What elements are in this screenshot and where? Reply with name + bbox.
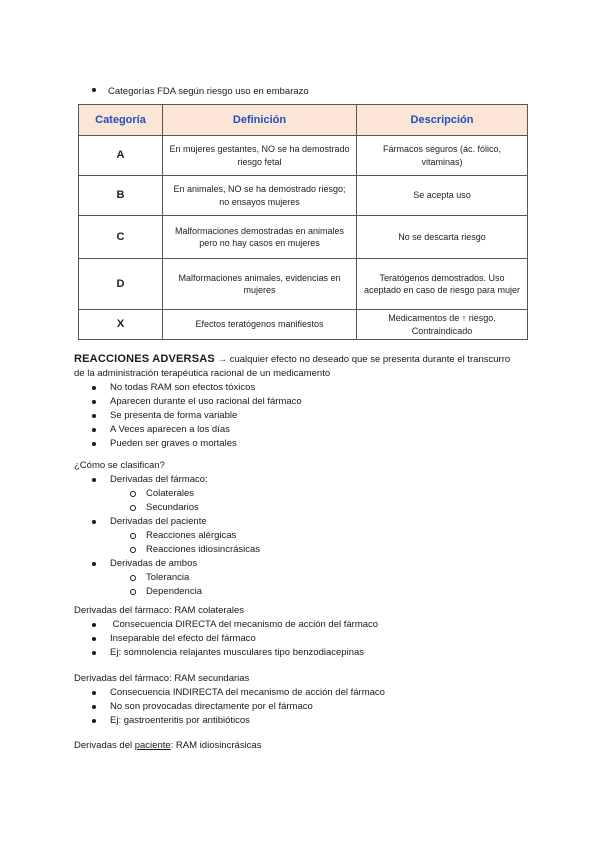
definition-cell: Malformaciones demostradas en animales pero no hay casos en mujeres xyxy=(163,216,357,259)
table-row xyxy=(79,310,528,340)
secundarias-title: Derivadas del fármaco: RAM secundarias xyxy=(74,673,250,684)
idiosincrasicas-section xyxy=(74,739,261,753)
colaterales-section xyxy=(74,604,378,660)
description-cell: No se descarta riesgo xyxy=(357,216,528,259)
secundarias-section xyxy=(74,672,385,728)
table-row xyxy=(79,259,528,310)
colaterales-list xyxy=(74,618,378,660)
category-cell: D xyxy=(79,259,163,310)
list-item: Consecuencia INDIRECTA del mecanismo de acción del fármaco xyxy=(74,686,385,700)
category-cell: A xyxy=(79,136,163,176)
category-cell: X xyxy=(79,310,163,340)
sub-list xyxy=(74,571,260,599)
ram-definition-line1 xyxy=(74,352,534,367)
ram-bullet-list xyxy=(74,381,534,451)
sub-list xyxy=(74,529,260,557)
classification-section xyxy=(74,459,260,599)
list-item: Reacciones idiosincrásicas xyxy=(74,543,260,557)
title-prefix: Derivadas del xyxy=(74,740,135,751)
list-item: Derivadas del paciente xyxy=(74,515,260,529)
list-item: Colaterales xyxy=(74,487,260,501)
list-item: Ej: gastroenteritis por antibióticos xyxy=(74,714,385,728)
idiosincrasicas-title xyxy=(74,739,261,753)
ram-definition-line2: de la administración terapéutica racional de un medicamento xyxy=(74,368,331,379)
list-item: Tolerancia xyxy=(74,571,260,585)
header-categoria: Categoría xyxy=(79,105,163,136)
sub-list xyxy=(74,487,260,515)
description-cell: Medicamentos de ↑ riesgo. Contraindicado xyxy=(357,310,528,340)
description-cell: Teratógenos demostrados. Uso aceptado en caso de riesgo para mujer xyxy=(357,259,528,310)
intro-bullet-text: Categorías FDA según riesgo uso en embarazo xyxy=(108,86,309,97)
list-item: Aparecen durante el uso racional del fármaco xyxy=(74,395,534,409)
table-row xyxy=(79,216,528,259)
header-descripcion: Descripción xyxy=(357,105,528,136)
intro-bullet xyxy=(92,86,309,97)
ram-section xyxy=(74,352,534,451)
list-item: Secundarios xyxy=(74,501,260,515)
table-row xyxy=(79,176,528,216)
definition-cell: Efectos teratógenos manifiestos xyxy=(163,310,357,340)
definition-cell: En animales, NO se ha demostrado riesgo; no ensayos mujeres xyxy=(163,176,357,216)
colaterales-title: Derivadas del fármaco: RAM colaterales xyxy=(74,605,245,616)
fda-categories-table xyxy=(78,104,528,340)
category-cell: C xyxy=(79,216,163,259)
list-item: A Veces aparecen a los días xyxy=(74,423,534,437)
description-cell: Se acepta uso xyxy=(357,176,528,216)
classification-list xyxy=(74,515,260,529)
list-item: Inseparable del efecto del fármaco xyxy=(74,632,378,646)
list-item: No todas RAM son efectos tóxicos xyxy=(74,381,534,395)
description-cell: Fármacos seguros (ác. fólico, vitaminas) xyxy=(357,136,528,176)
list-item: Consecuencia DIRECTA del mecanismo de acción del fármaco xyxy=(74,618,378,632)
list-item: Dependencia xyxy=(74,585,260,599)
definition-cell: Malformaciones animales, evidencias en mujeres xyxy=(163,259,357,310)
list-item: Derivadas del fármaco: xyxy=(74,473,260,487)
list-item: Derivadas de ambos xyxy=(74,557,260,571)
ram-title: REACCIONES ADVERSAS xyxy=(74,353,215,365)
table-row xyxy=(79,136,528,176)
list-item: Reacciones alérgicas xyxy=(74,529,260,543)
definition-cell: En mujeres gestantes, NO se ha demostrado riesgo fetal xyxy=(163,136,357,176)
classification-list xyxy=(74,473,260,487)
classification-list xyxy=(74,557,260,571)
header-definicion: Definición xyxy=(163,105,357,136)
title-underlined: paciente xyxy=(134,740,171,751)
table-header-row xyxy=(79,105,528,136)
list-item: Pueden ser graves o mortales xyxy=(74,437,534,451)
bullet-dot-icon xyxy=(92,88,96,92)
category-cell: B xyxy=(79,176,163,216)
secundarias-list xyxy=(74,686,385,728)
classification-question: ¿Cómo se clasifican? xyxy=(74,460,165,471)
list-item: Se presenta de forma variable xyxy=(74,409,534,423)
title-suffix: : RAM idiosincrásicas xyxy=(170,740,262,751)
ram-definition-text: → cualquier efecto no deseado que se presenta durante el transcurro xyxy=(217,354,511,365)
list-item: Ej: somnolencia relajantes musculares tipo benzodiacepinas xyxy=(74,646,378,660)
list-item: No son provocadas directamente por el fármaco xyxy=(74,700,385,714)
